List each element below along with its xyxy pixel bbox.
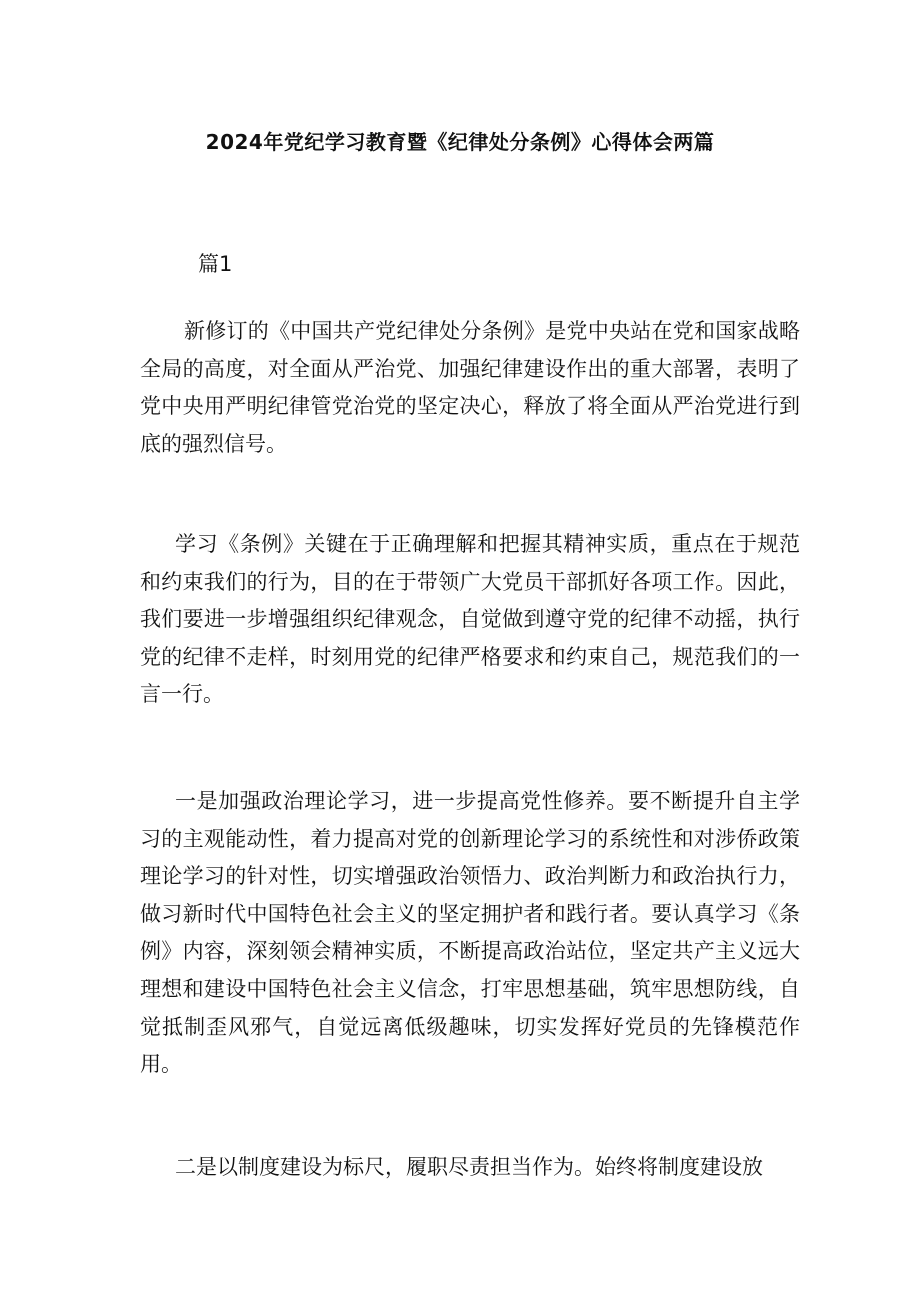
paragraph: 一是加强政治理论学习，进一步提高党性修养。要不断提升自主学习的主观能动性，着力提高对党的创新理论学习的系统性和对涉侨政策理论学习的针对性，切实增强政治领悟力、政治判断力和政治执行力，做习新时代中国特色社会主义的坚定拥护者和践行者。要认真学习《条例》内容，深刻领会精神实质，不断提高政治站位，坚定共产主义远大理想和建设中国特色社会主义信念，打牢思想基础，筑牢思想防线，自觉抵制歪风邪气，自觉远离低级趣味，切实发挥好党员的先锋模范作用。 [140,789,800,1077]
section-label: 篇1 [198,252,233,276]
paragraph: 二是以制度建设为标尺，履职尽责担当作为。始终将制度建设放 [175,1155,763,1179]
paragraph: 学习《条例》关键在于正确理解和把握其精神实质，重点在于规范和约束我们的行为，目的在于带领广大党员干部抓好各项工作。因此，我们要进一步增强组织纪律观念，自觉做到遵守党的纪律不动摇，执行党的纪律不走样，时刻用党的纪律严格要求和约束自己，规范我们的一言一行。 [140,532,800,707]
document-title: 2024年党纪学习教育暨《纪律处分条例》心得体会两篇 [205,130,715,154]
paragraph: 新修订的《中国共产党纪律处分条例》是党中央站在党和国家战略全局的高度，对全面从严治党、加强纪律建设作出的重大部署，表明了党中央用严明纪律管党治党的坚定决心，释放了将全面从严治党进行到底的强烈信号。 [140,319,800,456]
